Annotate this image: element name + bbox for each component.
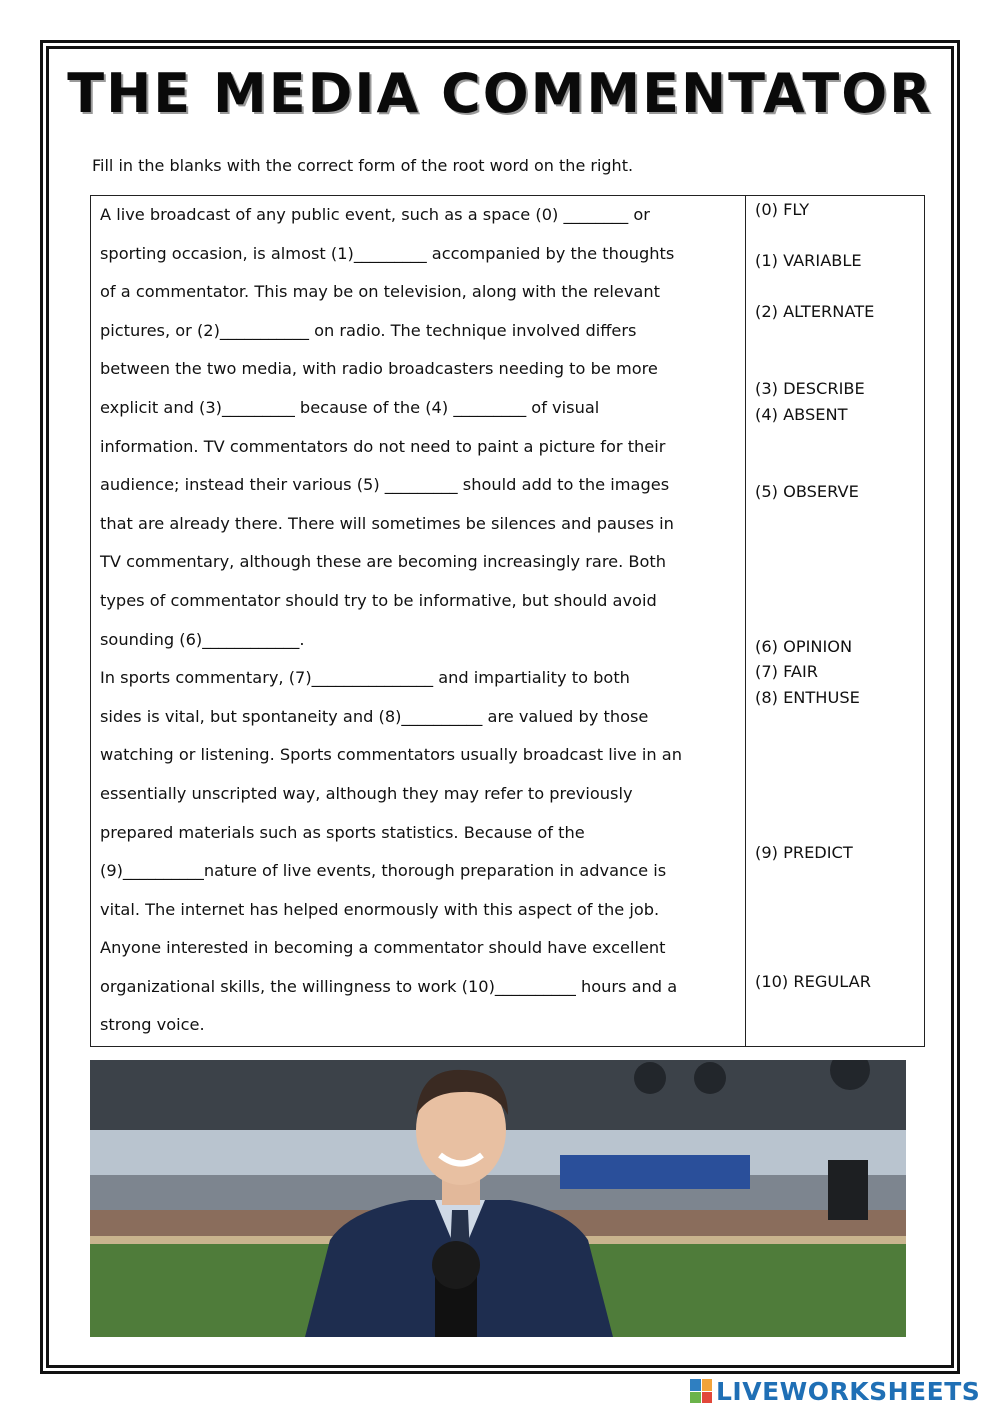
root-word: (10) REGULAR	[755, 972, 871, 991]
root-word: (1) VARIABLE	[755, 251, 862, 270]
root-word: (4) ABSENT	[755, 405, 848, 424]
stadium-light	[634, 1062, 666, 1094]
passage-line: In sports commentary, (7)_______________ and impartiality to both	[100, 668, 630, 688]
brand-name: LIVEWORKSHEETS	[716, 1376, 981, 1406]
commentator-photo	[90, 1060, 906, 1337]
root-word: (9) PREDICT	[755, 843, 853, 862]
passage-line: essentially unscripted way, although they may refer to previously	[100, 783, 633, 803]
stadium-scene	[90, 1060, 906, 1337]
passage-line: TV commentary, although these are becoming increasingly rare. Both	[100, 552, 667, 572]
root-word: (0) FLY	[755, 200, 810, 219]
passage-line: organizational skills, the willingness to work (10)__________ hours and a	[100, 976, 678, 996]
brand-mark-icon	[690, 1379, 712, 1403]
passage-line: vital. The internet has helped enormously with this aspect of the job.	[100, 899, 660, 919]
liveworksheets-logo	[690, 1376, 980, 1406]
stadium-light	[694, 1062, 726, 1094]
passage-line: types of commentator should try to be informative, but should avoid	[100, 590, 657, 610]
broadcast-camera	[828, 1160, 868, 1220]
root-word: (3) DESCRIBE	[755, 379, 865, 398]
root-word: (7) FAIR	[755, 662, 818, 681]
column-divider	[745, 196, 746, 1046]
passage-line: audience; instead their various (5) _________ should add to the images	[100, 475, 670, 495]
root-word: (2) ALTERNATE	[755, 302, 875, 321]
exercise-table	[90, 195, 925, 1047]
passage-line: (9)__________nature of live events, thorough preparation in advance is	[100, 861, 667, 881]
passage-line: watching or listening. Sports commentators usually broadcast live in an	[100, 745, 682, 765]
root-word: (5) OBSERVE	[755, 482, 859, 501]
passage-line: prepared materials such as sports statistics. Because of the	[100, 822, 585, 842]
passage-line: between the two media, with radio broadcasters needing to be more	[100, 359, 658, 379]
passage-line: of a commentator. This may be on television, along with the relevant	[100, 282, 660, 302]
passage-line: sides is vital, but spontaneity and (8)__________ are valued by those	[100, 706, 649, 726]
passage-line: pictures, or (2)___________ on radio. The technique involved differs	[100, 320, 637, 340]
passage-line: explicit and (3)_________ because of the (4) _________ of visual	[100, 397, 600, 417]
scoreboard-banner	[560, 1155, 750, 1189]
worksheet-title: THE MEDIA COMMENTATOR	[67, 62, 933, 125]
passage-text	[100, 196, 740, 1045]
passage-line: that are already there. There will sometimes be silences and pauses in	[100, 513, 674, 533]
passage-line: strong voice.	[100, 1015, 205, 1035]
root-word: (8) ENTHUSE	[755, 688, 860, 707]
passage-line: sounding (6)____________.	[100, 629, 305, 649]
instruction-text: Fill in the blanks with the correct form of the root word on the right.	[92, 156, 634, 175]
passage-line: information. TV commentators do not need to paint a picture for their	[100, 436, 666, 456]
passage-line: Anyone interested in becoming a commentator should have excellent	[100, 938, 666, 958]
passage-line: sporting occasion, is almost (1)_________ accompanied by the thoughts	[100, 243, 675, 263]
passage-line: A live broadcast of any public event, such as a space (0) ________ or	[100, 205, 650, 224]
root-word: (6) OPINION	[755, 637, 853, 656]
